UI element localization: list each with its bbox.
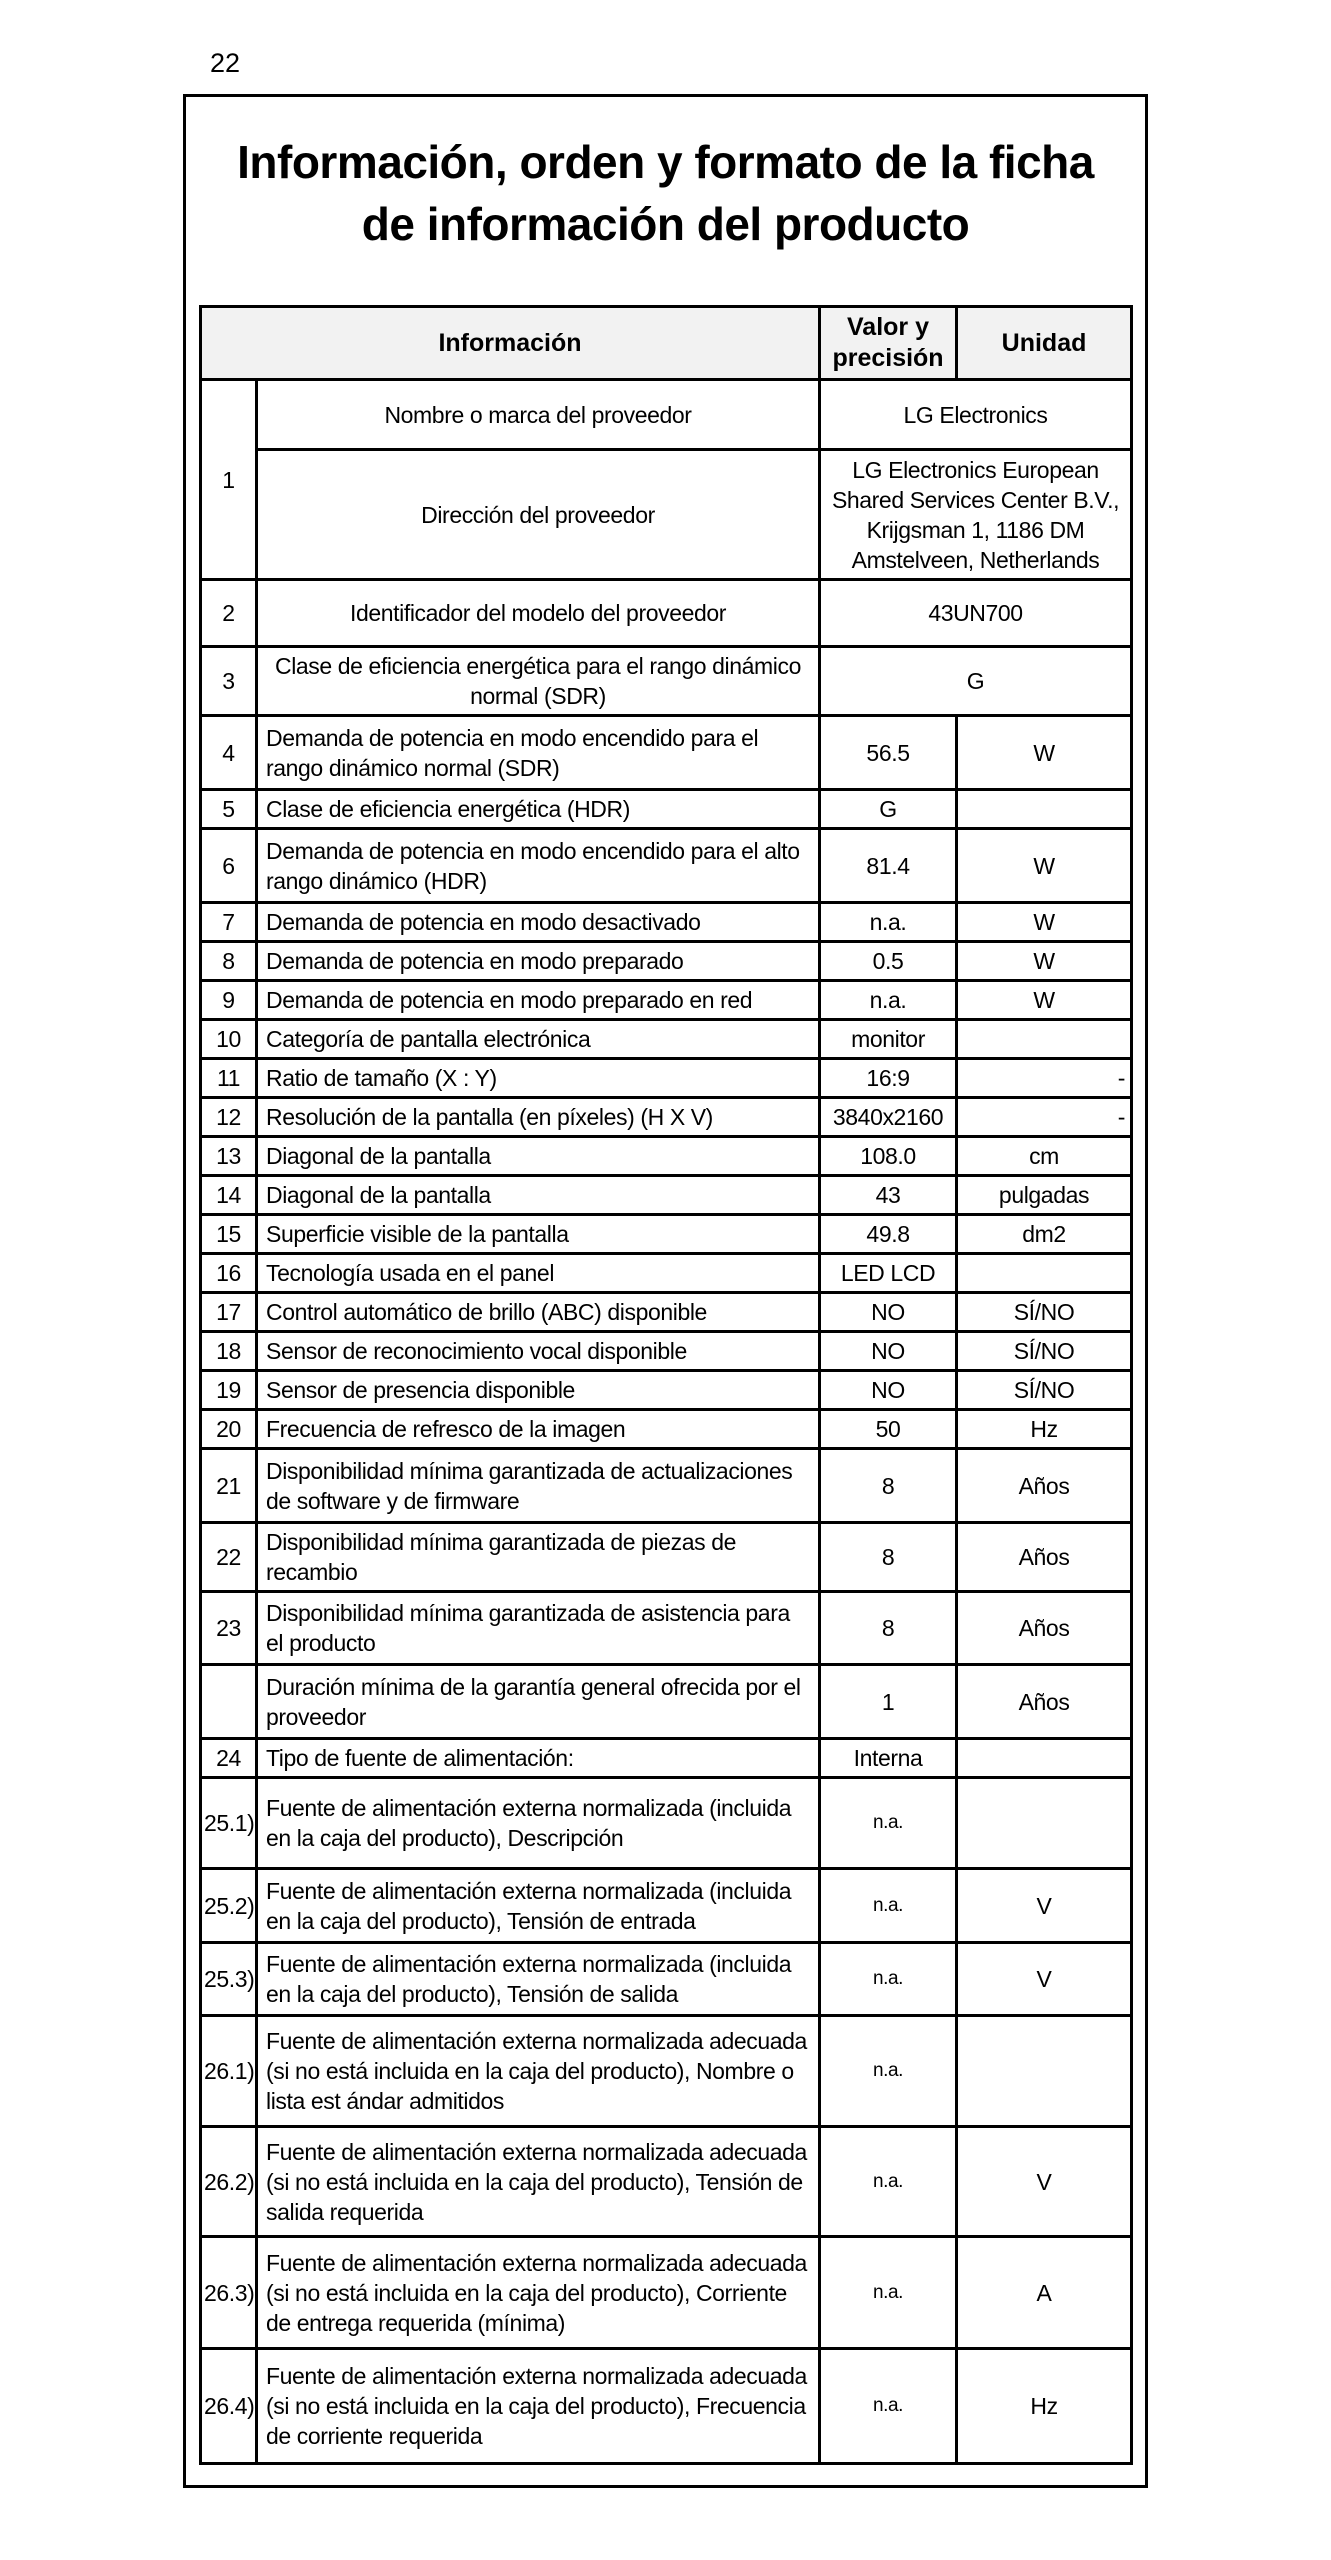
table-row <box>201 1410 1132 1449</box>
header-valor-precision: Valor y precisión <box>820 307 957 380</box>
row-number-cell: 2 <box>201 580 257 647</box>
row-unit-cell: cm <box>957 1137 1132 1176</box>
row-value-cell: 8 <box>820 1592 957 1665</box>
row-number-cell: 25.2) <box>201 1869 257 1943</box>
header-informacion: Información <box>201 307 820 380</box>
table-row <box>201 716 1132 790</box>
row-value-cell: 43 <box>820 1176 957 1215</box>
row-value-cell: n.a. <box>820 981 957 1020</box>
table-row <box>201 2016 1132 2127</box>
row-value-cell: G <box>820 647 1132 716</box>
row-value-cell: 8 <box>820 1523 957 1592</box>
page-title-line1: Información, orden y formato de la ficha <box>237 136 1094 188</box>
row-label-cell: Demanda de potencia en modo desactivado <box>257 903 820 942</box>
row-value-cell: 0.5 <box>820 942 957 981</box>
row-value-cell: 3840x2160 <box>820 1098 957 1137</box>
row-unit-cell: SÍ/NO <box>957 1371 1132 1410</box>
table-row <box>201 1592 1132 1665</box>
row-label-cell: Sensor de presencia disponible <box>257 1371 820 1410</box>
row-label-cell: Diagonal de la pantalla <box>257 1137 820 1176</box>
row-unit-cell: - <box>957 1059 1132 1098</box>
row-value-cell: n.a. <box>820 2016 957 2127</box>
row-label-cell: Sensor de reconocimiento vocal disponible <box>257 1332 820 1371</box>
table-row <box>201 2127 1132 2237</box>
row-label-cell: Fuente de alimentación externa normalizada (incluida en la caja del producto), Tensión de entrada <box>257 1869 820 1943</box>
row-number-cell: 11 <box>201 1059 257 1098</box>
row-number-cell: 18 <box>201 1332 257 1371</box>
row-unit-cell: W <box>957 981 1132 1020</box>
row-number-cell: 26.4) <box>201 2349 257 2464</box>
row-value-cell: 16:9 <box>820 1059 957 1098</box>
row-label-cell: Tecnología usada en el panel <box>257 1254 820 1293</box>
table-row <box>201 1098 1132 1137</box>
row-label-cell: Clase de eficiencia energética (HDR) <box>257 790 820 829</box>
row-value-cell: 50 <box>820 1410 957 1449</box>
table-row <box>201 647 1132 716</box>
row-value-cell: n.a. <box>820 2237 957 2349</box>
table-row <box>201 1293 1132 1332</box>
row-value-cell: n.a. <box>820 1943 957 2016</box>
table-row <box>201 1332 1132 1371</box>
row-number-cell: 9 <box>201 981 257 1020</box>
row-unit-cell: Hz <box>957 1410 1132 1449</box>
row-number-cell: 26.2) <box>201 2127 257 2237</box>
fiche-table-body <box>201 380 1132 2464</box>
row-unit-cell: W <box>957 829 1132 903</box>
row-number-cell: 26.3) <box>201 2237 257 2349</box>
row-label-cell: Nombre o marca del proveedor <box>257 380 820 450</box>
row-unit-cell <box>957 1739 1132 1778</box>
row-number-cell: 20 <box>201 1410 257 1449</box>
row-label-cell: Diagonal de la pantalla <box>257 1176 820 1215</box>
row-label-cell: Fuente de alimentación externa normalizada adecuada (si no está incluida en la caja del producto), Frecuencia de corriente requerida <box>257 2349 820 2464</box>
row-number-cell: 6 <box>201 829 257 903</box>
row-value-cell: 8 <box>820 1449 957 1523</box>
table-row <box>201 380 1132 450</box>
table-row <box>201 1176 1132 1215</box>
row-value-cell: Interna <box>820 1739 957 1778</box>
row-number-cell: 7 <box>201 903 257 942</box>
row-unit-cell: W <box>957 942 1132 981</box>
row-value-cell: n.a. <box>820 1869 957 1943</box>
row-number-cell: 8 <box>201 942 257 981</box>
row-value-cell: 43UN700 <box>820 580 1132 647</box>
table-row <box>201 1739 1132 1778</box>
row-value-cell: NO <box>820 1332 957 1371</box>
row-unit-cell: pulgadas <box>957 1176 1132 1215</box>
row-unit-cell: V <box>957 1869 1132 1943</box>
table-row <box>201 903 1132 942</box>
table-row <box>201 1523 1132 1592</box>
row-label-cell: Clase de eficiencia energética para el rango dinámico normal (SDR) <box>257 647 820 716</box>
product-information-table <box>199 305 1133 2465</box>
row-unit-cell <box>957 1254 1132 1293</box>
row-label-cell: Demanda de potencia en modo preparado <box>257 942 820 981</box>
row-label-cell: Disponibilidad mínima garantizada de actualizaciones de software y de firmware <box>257 1449 820 1523</box>
row-value-cell: n.a. <box>820 2349 957 2464</box>
row-label-cell: Fuente de alimentación externa normalizada adecuada (si no está incluida en la caja del producto), Nombre o lista est ándar admitidos <box>257 2016 820 2127</box>
row-number-cell: 3 <box>201 647 257 716</box>
row-number-cell: 1 <box>201 380 257 580</box>
table-row <box>201 981 1132 1020</box>
row-value-cell: n.a. <box>820 903 957 942</box>
table-row <box>201 1254 1132 1293</box>
table-header-row <box>201 307 1132 380</box>
row-label-cell: Resolución de la pantalla (en píxeles) (H X V) <box>257 1098 820 1137</box>
row-unit-cell: - <box>957 1098 1132 1137</box>
page-number: 22 <box>210 48 241 78</box>
row-label-cell: Demanda de potencia en modo encendido para el alto rango dinámico (HDR) <box>257 829 820 903</box>
table-row <box>201 1137 1132 1176</box>
table-row <box>201 1665 1132 1739</box>
page-title <box>206 131 1125 255</box>
row-number-cell: 23 <box>201 1592 257 1665</box>
row-number-cell: 4 <box>201 716 257 790</box>
row-number-cell: 24 <box>201 1739 257 1778</box>
row-label-cell: Categoría de pantalla electrónica <box>257 1020 820 1059</box>
row-label-cell: Frecuencia de refresco de la imagen <box>257 1410 820 1449</box>
row-label-cell: Fuente de alimentación externa normalizada adecuada (si no está incluida en la caja del producto), Tensión de salida requerida <box>257 2127 820 2237</box>
row-unit-cell: Hz <box>957 2349 1132 2464</box>
row-label-cell: Fuente de alimentación externa normalizada (incluida en la caja del producto), Tensión de salida <box>257 1943 820 2016</box>
row-unit-cell: W <box>957 903 1132 942</box>
row-number-cell: 14 <box>201 1176 257 1215</box>
row-label-cell: Duración mínima de la garantía general ofrecida por el proveedor <box>257 1665 820 1739</box>
row-number-cell: 26.1) <box>201 2016 257 2127</box>
row-unit-cell: dm2 <box>957 1215 1132 1254</box>
table-row <box>201 450 1132 580</box>
row-number-cell: 19 <box>201 1371 257 1410</box>
row-label-cell: Tipo de fuente de alimentación: <box>257 1739 820 1778</box>
row-value-cell: LED LCD <box>820 1254 957 1293</box>
row-number-cell <box>201 1665 257 1739</box>
row-label-cell: Ratio de tamaño (X : Y) <box>257 1059 820 1098</box>
table-row <box>201 942 1132 981</box>
row-unit-cell <box>957 1020 1132 1059</box>
row-label-cell: Disponibilidad mínima garantizada de asistencia para el producto <box>257 1592 820 1665</box>
row-label-cell: Disponibilidad mínima garantizada de piezas de recambio <box>257 1523 820 1592</box>
row-label-cell: Demanda de potencia en modo encendido para el rango dinámico normal (SDR) <box>257 716 820 790</box>
row-unit-cell <box>957 1778 1132 1869</box>
row-value-cell: LG Electronics <box>820 380 1132 450</box>
product-fiche-sheet <box>183 94 1148 2488</box>
row-value-cell: NO <box>820 1371 957 1410</box>
header-unidad: Unidad <box>957 307 1132 380</box>
table-row <box>201 1059 1132 1098</box>
row-unit-cell: V <box>957 1943 1132 2016</box>
row-number-cell: 21 <box>201 1449 257 1523</box>
table-row <box>201 2237 1132 2349</box>
table-row <box>201 1020 1132 1059</box>
row-number-cell: 15 <box>201 1215 257 1254</box>
row-number-cell: 22 <box>201 1523 257 1592</box>
table-row <box>201 790 1132 829</box>
table-row <box>201 829 1132 903</box>
row-unit-cell <box>957 2016 1132 2127</box>
row-label-cell: Control automático de brillo (ABC) disponible <box>257 1293 820 1332</box>
row-label-cell: Identificador del modelo del proveedor <box>257 580 820 647</box>
row-value-cell: NO <box>820 1293 957 1332</box>
row-unit-cell: Años <box>957 1665 1132 1739</box>
row-label-cell: Dirección del proveedor <box>257 450 820 580</box>
row-value-cell: 1 <box>820 1665 957 1739</box>
row-value-cell: G <box>820 790 957 829</box>
row-label-cell: Superficie visible de la pantalla <box>257 1215 820 1254</box>
row-number-cell: 12 <box>201 1098 257 1137</box>
row-number-cell: 13 <box>201 1137 257 1176</box>
row-value-cell: 81.4 <box>820 829 957 903</box>
row-number-cell: 25.1) <box>201 1778 257 1869</box>
row-number-cell: 10 <box>201 1020 257 1059</box>
row-value-cell: monitor <box>820 1020 957 1059</box>
table-row <box>201 1371 1132 1410</box>
row-unit-cell: Años <box>957 1523 1132 1592</box>
row-label-cell: Fuente de alimentación externa normalizada adecuada (si no está incluida en la caja del producto), Corriente de entrega requerida (mínima) <box>257 2237 820 2349</box>
row-unit-cell: A <box>957 2237 1132 2349</box>
row-label-cell: Fuente de alimentación externa normalizada (incluida en la caja del producto), Descripción <box>257 1778 820 1869</box>
row-unit-cell: V <box>957 2127 1132 2237</box>
row-value-cell: 108.0 <box>820 1137 957 1176</box>
table-row <box>201 1943 1132 2016</box>
row-number-cell: 16 <box>201 1254 257 1293</box>
row-unit-cell: Años <box>957 1449 1132 1523</box>
page-title-line2: de información del producto <box>361 198 970 250</box>
row-label-cell: Demanda de potencia en modo preparado en red <box>257 981 820 1020</box>
table-row <box>201 580 1132 647</box>
row-unit-cell <box>957 790 1132 829</box>
table-row <box>201 2349 1132 2464</box>
table-row <box>201 1778 1132 1869</box>
row-number-cell: 5 <box>201 790 257 829</box>
table-row <box>201 1215 1132 1254</box>
row-unit-cell: Años <box>957 1592 1132 1665</box>
row-value-cell: 49.8 <box>820 1215 957 1254</box>
row-number-cell: 25.3) <box>201 1943 257 2016</box>
row-value-cell: n.a. <box>820 1778 957 1869</box>
row-unit-cell: W <box>957 716 1132 790</box>
row-value-cell: n.a. <box>820 2127 957 2237</box>
row-value-cell: LG Electronics European Shared Services Center B.V., Krijgsman 1, 1186 DM Amstelveen, Netherlands <box>820 450 1132 580</box>
row-unit-cell: SÍ/NO <box>957 1293 1132 1332</box>
table-row <box>201 1449 1132 1523</box>
table-row <box>201 1869 1132 1943</box>
row-number-cell: 17 <box>201 1293 257 1332</box>
row-unit-cell: SÍ/NO <box>957 1332 1132 1371</box>
row-value-cell: 56.5 <box>820 716 957 790</box>
